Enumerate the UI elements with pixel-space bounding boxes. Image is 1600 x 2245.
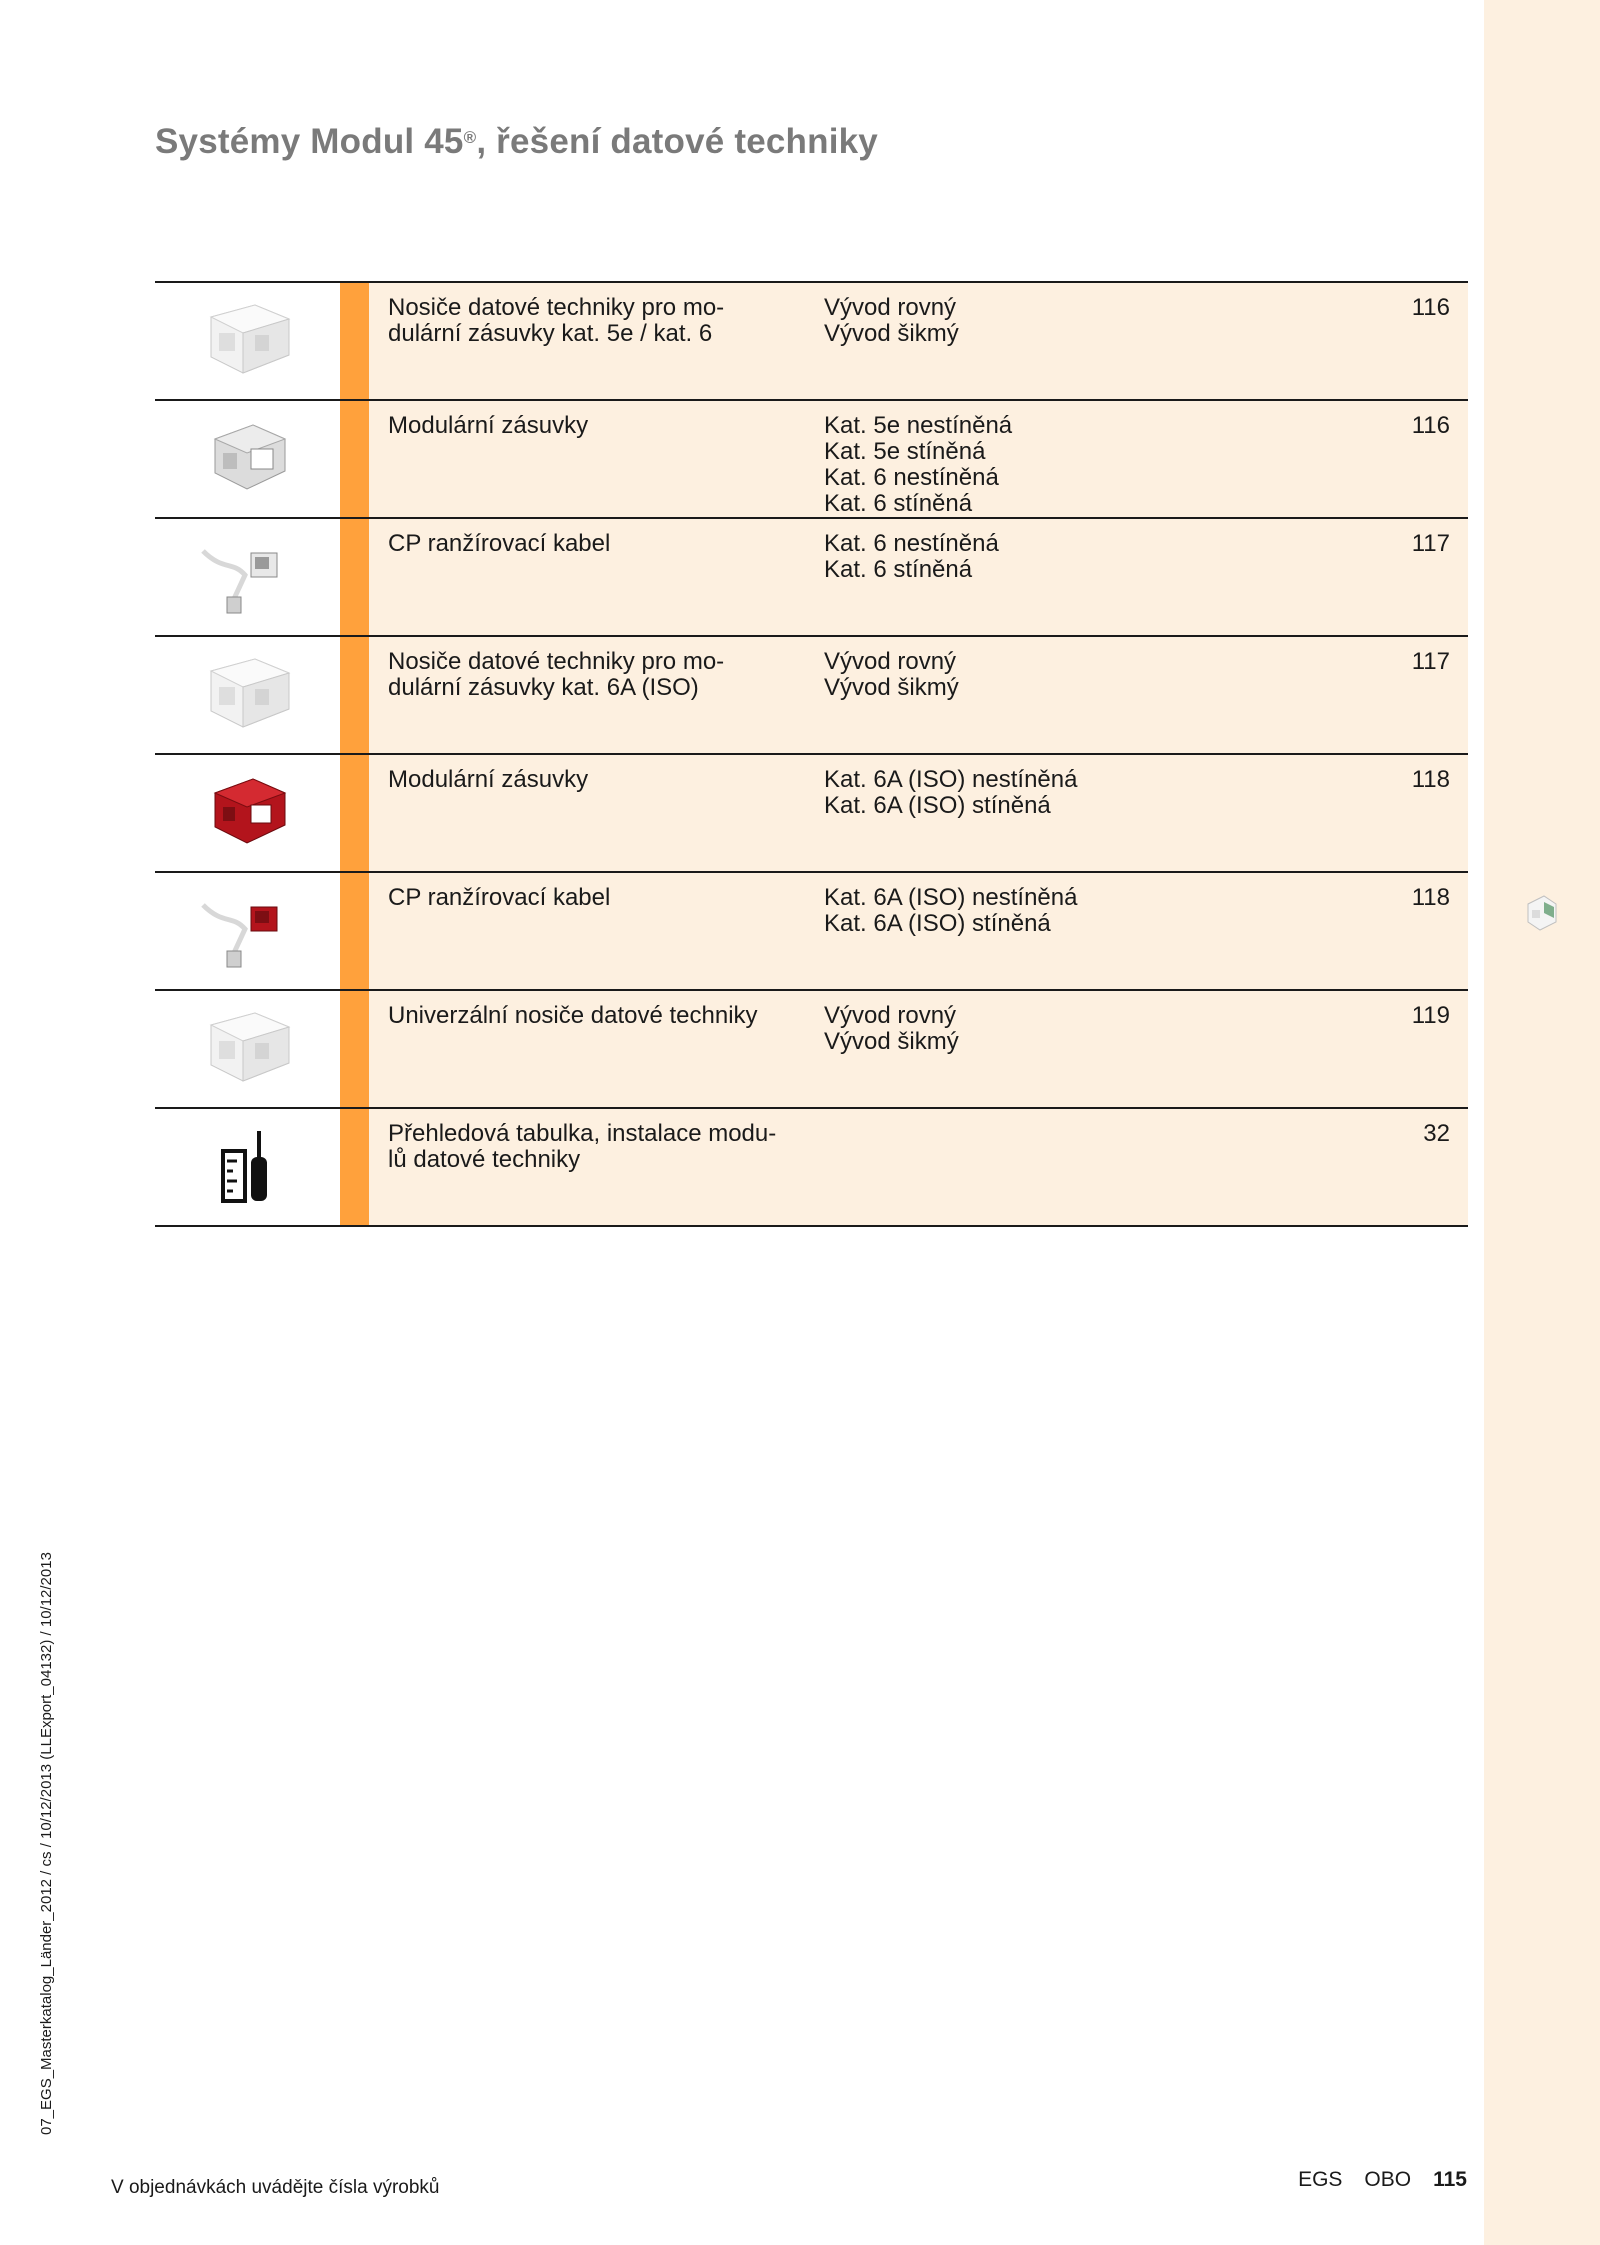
variant-list: [824, 295, 959, 347]
row-content: [369, 1109, 1468, 1225]
variant-item: Kat. 6 nestíněná: [824, 464, 999, 491]
product-description: Nosiče datové techniky pro mo- dulární zásuvky kat. 6A (ISO): [388, 648, 725, 701]
data-carrier-icon: [155, 637, 340, 753]
variant-item: Vývod šikmý: [824, 1028, 959, 1055]
accent-bar: [340, 519, 369, 635]
accent-bar: [340, 873, 369, 989]
variant-item: Kat. 6A (ISO) nestíněná: [824, 884, 1078, 911]
accent-bar: [340, 1109, 369, 1225]
red-patch-cable-icon: [155, 873, 340, 989]
accent-bar: [340, 755, 369, 871]
footer-brand-egs: EGS: [1298, 2168, 1343, 2191]
row-content: [369, 991, 1468, 1107]
data-carrier-icon: [155, 283, 340, 399]
footer-note: V objednávkách uvádějte čísla výrobků: [111, 2177, 440, 2198]
table-row: [155, 989, 1468, 1107]
product-description: Univerzální nosiče datové techniky: [388, 1002, 758, 1029]
accent-bar: [340, 401, 369, 517]
row-content: [369, 401, 1468, 517]
table-row: [155, 635, 1468, 753]
variant-list: [824, 531, 999, 583]
modular-socket-icon: [155, 401, 340, 517]
variant-item: Kat. 6 nestíněná: [824, 530, 999, 557]
variant-item: Vývod šikmý: [824, 320, 959, 347]
page-reference: 116: [1411, 294, 1450, 321]
page-reference: 118: [1411, 884, 1450, 911]
table-row: [155, 871, 1468, 989]
product-description: CP ranžírovací kabel: [388, 884, 611, 911]
product-description: CP ranžírovací kabel: [388, 530, 611, 557]
table-row: [155, 281, 1468, 399]
table-row: [155, 399, 1468, 517]
table-row: [155, 1107, 1468, 1227]
variant-item: Kat. 5e nestíněná: [824, 412, 1013, 439]
variant-list: [824, 767, 1077, 819]
product-description: Přehledová tabulka, instalace modu- lů datové techniky: [388, 1120, 777, 1173]
row-content: [369, 873, 1468, 989]
footer-brand: [1276, 2168, 1467, 2192]
table-row: [155, 753, 1468, 871]
variant-item: Kat. 6A (ISO) stíněná: [824, 910, 1051, 937]
table-row: [155, 517, 1468, 635]
row-content: [369, 637, 1468, 753]
patch-cable-icon: [155, 519, 340, 635]
page-reference: 117: [1411, 530, 1450, 557]
variant-item: Kat. 6 stíněná: [824, 556, 973, 583]
row-content: [369, 519, 1468, 635]
row-content: [369, 755, 1468, 871]
accent-bar: [340, 283, 369, 399]
row-content: [369, 283, 1468, 399]
variant-item: Kat. 6A (ISO) nestíněná: [824, 766, 1078, 793]
variant-list: [824, 885, 1077, 937]
thumb-index-icon: [1522, 890, 1560, 932]
product-overview-table: [155, 281, 1468, 1227]
right-margin-band: [1484, 0, 1600, 2245]
variant-item: Kat. 5e stíněná: [824, 438, 986, 465]
variant-item: Kat. 6 stíněná: [824, 490, 973, 517]
red-modular-socket-icon: [155, 755, 340, 871]
ruler-screwdriver-icon: [155, 1109, 340, 1225]
variant-list: [824, 413, 1012, 517]
page-reference: 117: [1411, 648, 1450, 675]
variant-list: [824, 649, 959, 701]
variant-item: Vývod rovný: [824, 1002, 957, 1029]
page-reference: 118: [1411, 766, 1450, 793]
data-carrier-icon: [155, 991, 340, 1107]
accent-bar: [340, 991, 369, 1107]
page-reference: 116: [1411, 412, 1450, 439]
variant-item: Vývod rovný: [824, 648, 957, 675]
product-description: Modulární zásuvky: [388, 766, 589, 793]
page-reference: 32: [1423, 1120, 1450, 1147]
variant-list: [824, 1003, 959, 1055]
footer-brand-obo: OBO: [1364, 2168, 1412, 2191]
variant-item: Vývod šikmý: [824, 674, 959, 701]
variant-item: Kat. 6A (ISO) stíněná: [824, 792, 1051, 819]
page-reference: 119: [1411, 1002, 1450, 1029]
product-description: Modulární zásuvky: [388, 412, 589, 439]
side-print-info: 07_EGS_Masterkatalog_Länder_2012 / cs / 10/12/2013 (LLExport_04132) / 10/12/2013: [38, 1552, 55, 2135]
variant-item: Vývod rovný: [824, 294, 957, 321]
product-description: Nosiče datové techniky pro mo- dulární zásuvky kat. 5e / kat. 6: [388, 294, 725, 347]
page-title: Systémy Modul 45®, řešení datové techniky: [155, 122, 878, 161]
page-number: 115: [1433, 2168, 1467, 2191]
accent-bar: [340, 637, 369, 753]
